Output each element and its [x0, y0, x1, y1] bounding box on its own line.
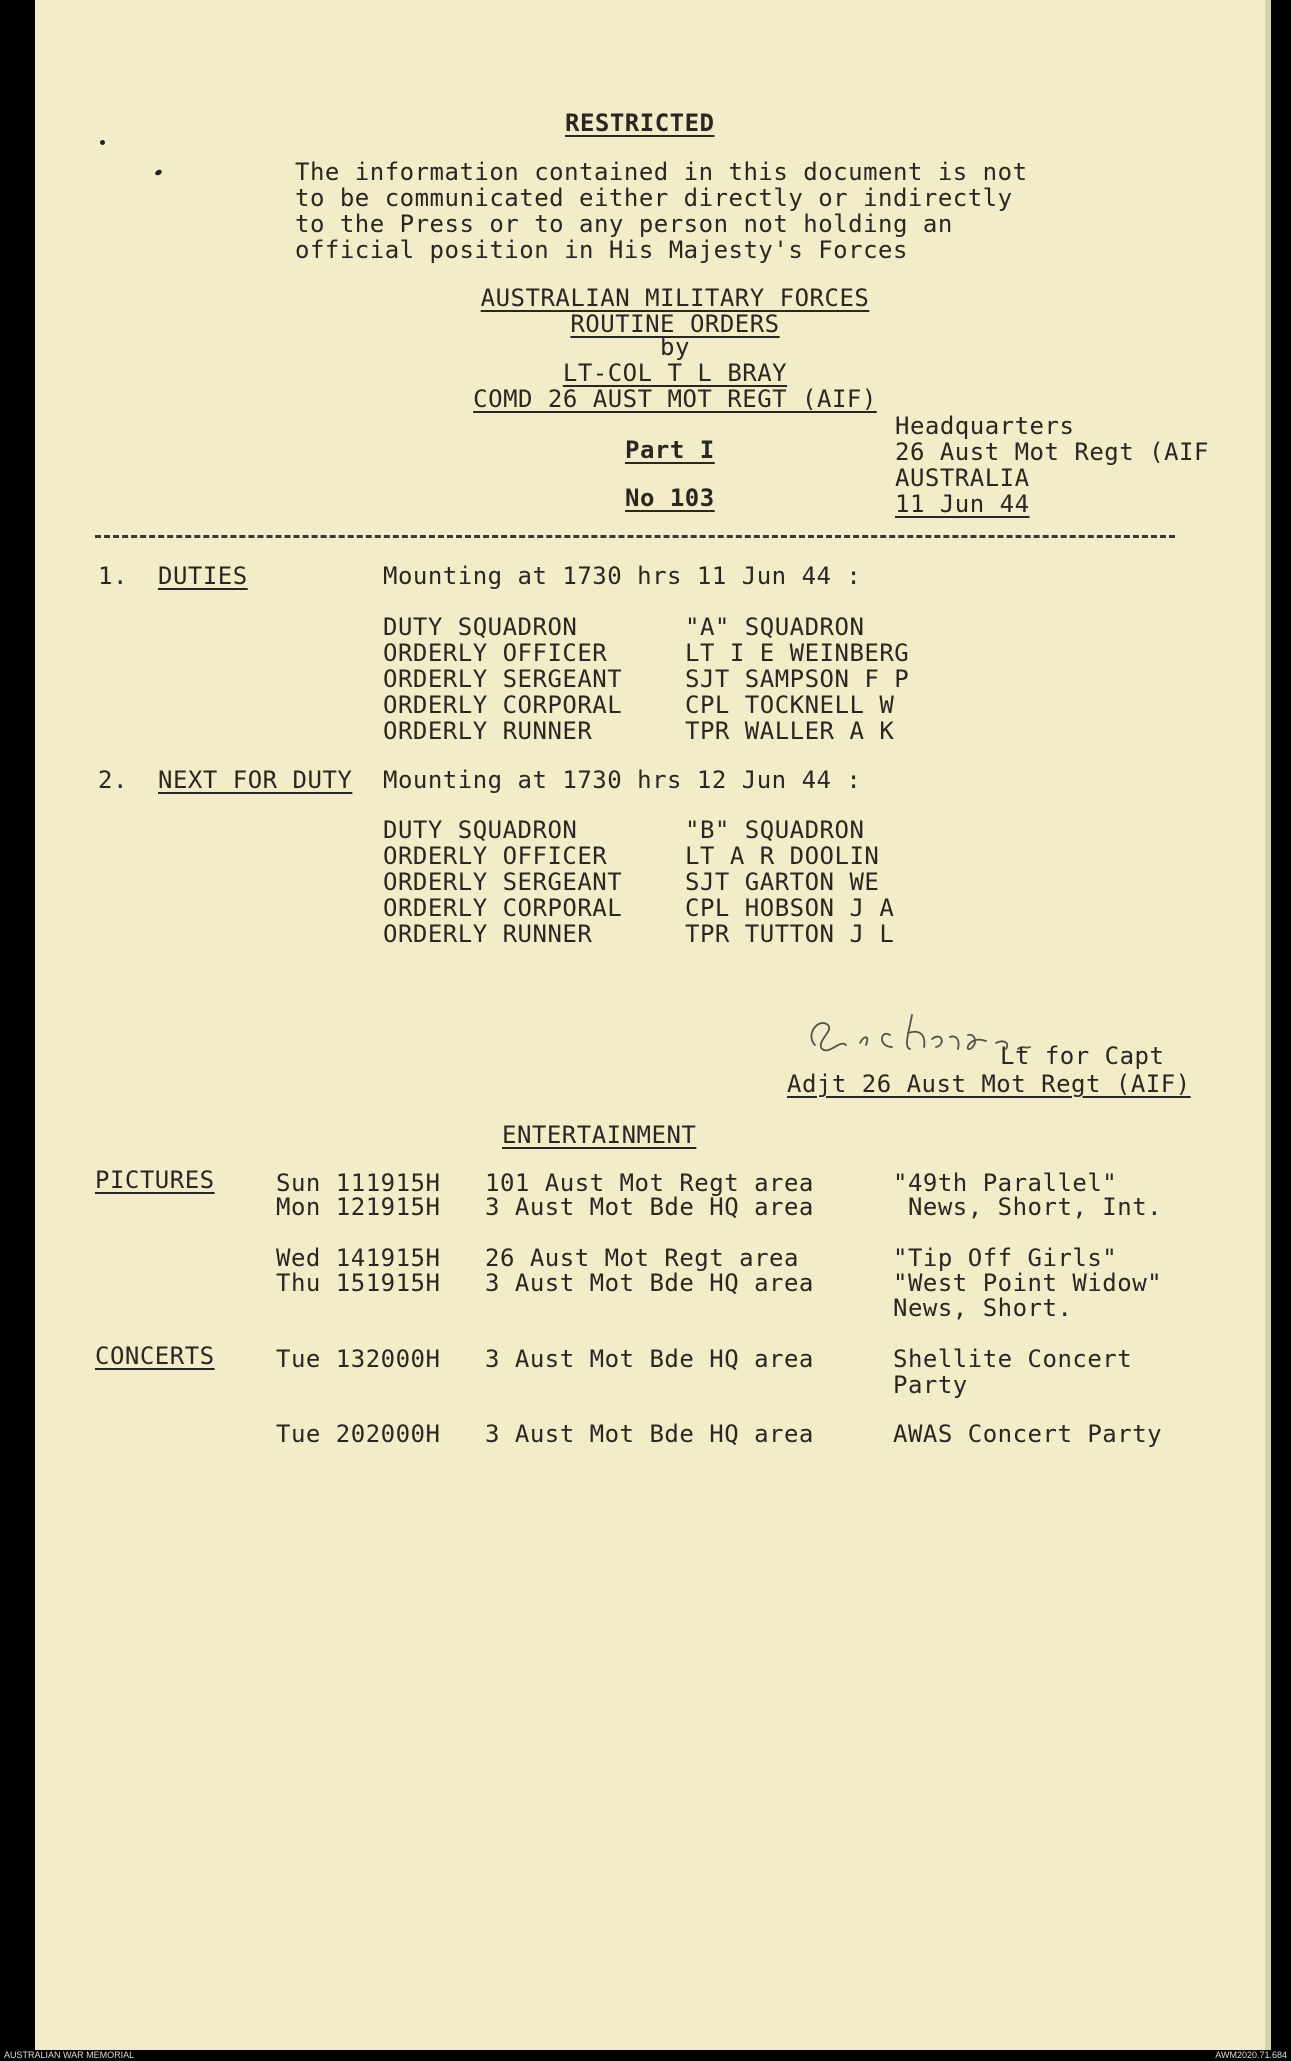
restricted-heading: RESTRICTED	[565, 109, 715, 137]
title-line-3: by	[660, 333, 690, 361]
duty-name: TPR TUTTON J L	[685, 920, 895, 948]
picture-place: 3 Aust Mot Bde HQ area	[485, 1269, 814, 1297]
concert-time: Tue 132000H	[276, 1345, 441, 1373]
notice-line-4: official position in His Majesty's Forces	[295, 236, 908, 264]
concert-place: 3 Aust Mot Bde HQ area	[485, 1420, 814, 1448]
concert-show: AWAS Concert Party	[893, 1420, 1163, 1448]
duty-role: DUTY SQUADRON	[383, 816, 578, 844]
duty-role: ORDERLY CORPORAL	[383, 691, 623, 719]
hq-line-1: Headquarters	[895, 412, 1075, 440]
duty-name: "B" SQUADRON	[685, 816, 865, 844]
title-line-5: COMD 26 AUST MOT REGT (AIF)	[473, 385, 877, 413]
concert-place: 3 Aust Mot Bde HQ area	[485, 1345, 814, 1373]
notice-line-3: to the Press or to any person not holding an	[295, 210, 953, 238]
footer-accession: AWM2020.71.684	[1215, 2050, 1287, 2060]
picture-place: 101 Aust Mot Regt area	[485, 1169, 814, 1197]
document-page	[35, 0, 1271, 2050]
section-2-number: 2.	[98, 766, 128, 794]
picture-time: Mon 121915H	[276, 1193, 441, 1221]
ink-mark	[154, 169, 163, 177]
duty-role: ORDERLY CORPORAL	[383, 894, 623, 922]
section-1-mounting: Mounting at 1730 hrs 11 Jun 44 :	[383, 562, 862, 590]
duty-role: DUTY SQUADRON	[383, 613, 578, 641]
duty-role: ORDERLY OFFICER	[383, 639, 608, 667]
separator-rule	[95, 535, 1175, 538]
picture-place: 26 Aust Mot Regt area	[485, 1244, 799, 1272]
duty-name: CPL TOCKNELL W	[685, 691, 895, 719]
picture-show: News, Short, Int.	[893, 1193, 1163, 1221]
notice-line-2: to be communicated either directly or indirectly	[295, 184, 1013, 212]
picture-time: Wed 141915H	[276, 1244, 441, 1272]
hq-line-3: AUSTRALIA	[895, 464, 1030, 492]
section-2-title: NEXT FOR DUTY	[158, 766, 353, 794]
footer-source: AUSTRALIAN WAR MEMORIAL	[4, 2050, 135, 2060]
duty-name: LT A R DOOLIN	[685, 842, 880, 870]
hq-date: 11 Jun 44	[895, 490, 1030, 518]
picture-show: "West Point Widow"	[893, 1269, 1163, 1297]
picture-show: "49th Parallel"	[893, 1169, 1118, 1197]
picture-time: Sun 111915H	[276, 1169, 441, 1197]
notice-line-1: The information contained in this document is not	[295, 158, 1028, 186]
punch-dot	[100, 140, 105, 145]
duty-role: ORDERLY RUNNER	[383, 920, 593, 948]
section-2-mounting: Mounting at 1730 hrs 12 Jun 44 :	[383, 766, 862, 794]
hq-line-2: 26 Aust Mot Regt (AIF	[895, 438, 1209, 466]
duty-role: ORDERLY SERGEANT	[383, 868, 623, 896]
title-line-2: ROUTINE ORDERS	[570, 310, 780, 338]
entertainment-heading: ENTERTAINMENT	[502, 1121, 697, 1149]
duty-role: ORDERLY RUNNER	[383, 717, 593, 745]
picture-show: News, Short.	[893, 1294, 1073, 1322]
duty-name: SJT SAMPSON F P	[685, 665, 910, 693]
title-line-1: AUSTRALIAN MILITARY FORCES	[480, 284, 870, 312]
duty-name: "A" SQUADRON	[685, 613, 865, 641]
pictures-label: PICTURES	[95, 1166, 215, 1194]
concert-show: Shellite Concert	[893, 1345, 1133, 1373]
duty-name: LT I E WEINBERG	[685, 639, 910, 667]
duty-name: CPL HOBSON J A	[685, 894, 895, 922]
title-line-4: LT-COL T L BRAY	[562, 359, 788, 387]
part-label: Part I	[625, 436, 715, 464]
order-number: No 103	[625, 484, 715, 512]
picture-show: "Tip Off Girls"	[893, 1244, 1118, 1272]
signature-line-1: Lt for Capt	[1000, 1042, 1165, 1070]
section-1-title: DUTIES	[158, 562, 248, 590]
duty-role: ORDERLY OFFICER	[383, 842, 608, 870]
duty-name: TPR WALLER A K	[685, 717, 895, 745]
signature-line-2: Adjt 26 Aust Mot Regt (AIF)	[787, 1070, 1191, 1098]
picture-place: 3 Aust Mot Bde HQ area	[485, 1193, 814, 1221]
section-1-number: 1.	[98, 562, 128, 590]
page-edge	[1265, 0, 1271, 2050]
picture-time: Thu 151915H	[276, 1269, 441, 1297]
concerts-label: CONCERTS	[95, 1342, 215, 1370]
concert-time: Tue 202000H	[276, 1420, 441, 1448]
duty-role: ORDERLY SERGEANT	[383, 665, 623, 693]
concert-show: Party	[893, 1371, 968, 1399]
duty-name: SJT GARTON WE	[685, 868, 880, 896]
